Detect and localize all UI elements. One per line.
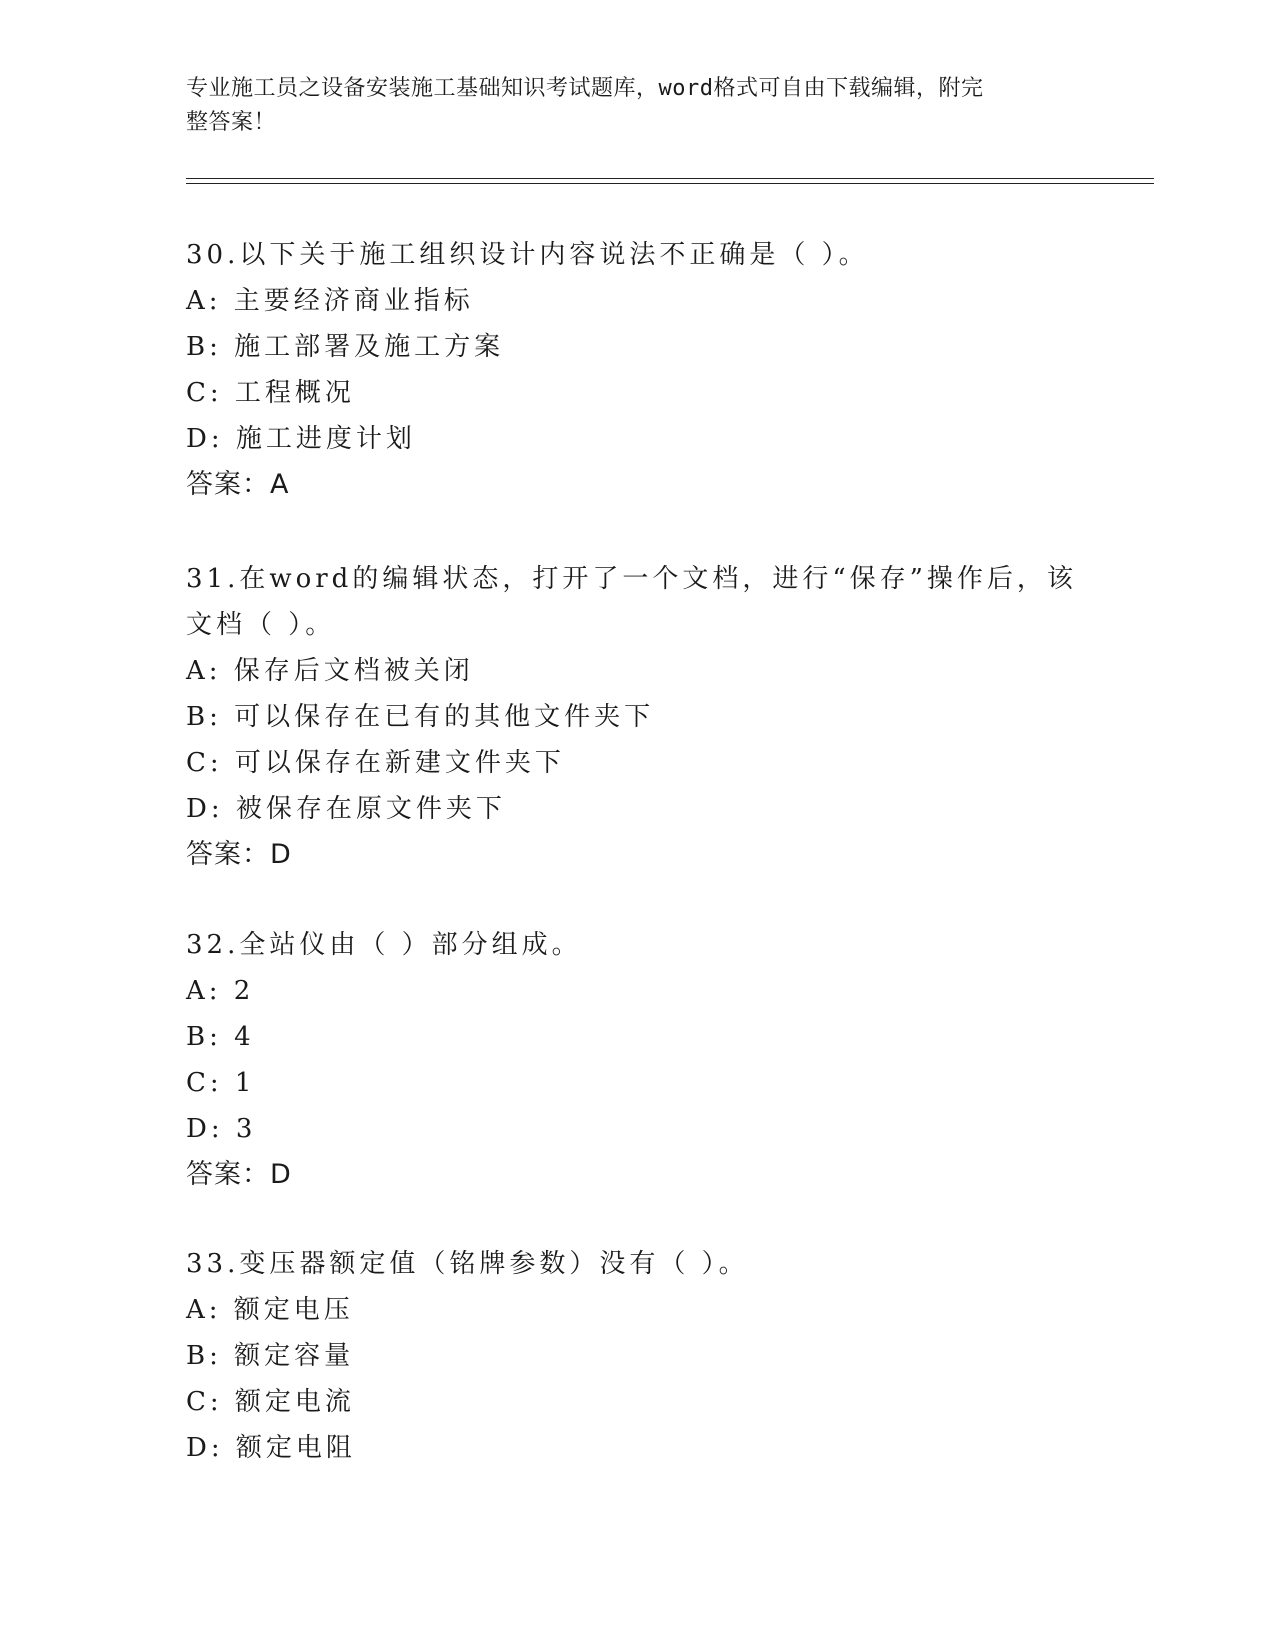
answer: 答案：A [186, 469, 290, 500]
option-a: A: 保存后文档被关闭 [186, 656, 474, 686]
header-divider-top [186, 178, 1154, 179]
question-33 [186, 1241, 1086, 1471]
header-line-1: 专业施工员之设备安装施工基础知识考试题库，word格式可自由下载编辑，附完 [186, 76, 984, 101]
option-d: D: 被保存在原文件夹下 [186, 794, 506, 824]
question-title: 33.变压器额定值（铭牌参数）没有（ ）。 [186, 1249, 749, 1279]
answer: 答案：D [186, 1159, 292, 1190]
option-d: D: 额定电阻 [186, 1433, 356, 1463]
option-c: C: 额定电流 [186, 1387, 355, 1417]
question-32 [186, 922, 1086, 1198]
question-title: 32.全站仪由（ ）部分组成。 [186, 930, 582, 960]
question-title: 30.以下关于施工组织设计内容说法不正确是（ ）。 [186, 240, 869, 270]
option-a: A: 额定电压 [186, 1295, 354, 1325]
option-b: B: 额定容量 [186, 1341, 355, 1371]
option-c: C: 1 [186, 1068, 256, 1098]
option-c: C: 可以保存在新建文件夹下 [186, 748, 565, 778]
option-a: A: 主要经济商业指标 [186, 286, 474, 316]
answer: 答案：D [186, 839, 292, 870]
option-b: B: 4 [186, 1022, 255, 1052]
question-title-line-1: 31.在word的编辑状态，打开了一个文档，进行“保存”操作后，该 [186, 564, 1077, 594]
document-header [186, 72, 1066, 140]
option-b: B: 可以保存在已有的其他文件夹下 [186, 702, 655, 732]
question-30 [186, 232, 1086, 508]
question-31 [186, 556, 1086, 878]
option-b: B: 施工部署及施工方案 [186, 332, 505, 362]
header-divider-bottom [186, 183, 1154, 184]
option-d: D: 施工进度计划 [186, 424, 416, 454]
option-c: C: 工程概况 [186, 378, 355, 408]
option-d: D: 3 [186, 1114, 257, 1144]
option-a: A: 2 [186, 976, 255, 1006]
question-title-line-2: 文档（ ）。 [186, 610, 336, 640]
header-line-2: 整答案！ [186, 110, 277, 135]
